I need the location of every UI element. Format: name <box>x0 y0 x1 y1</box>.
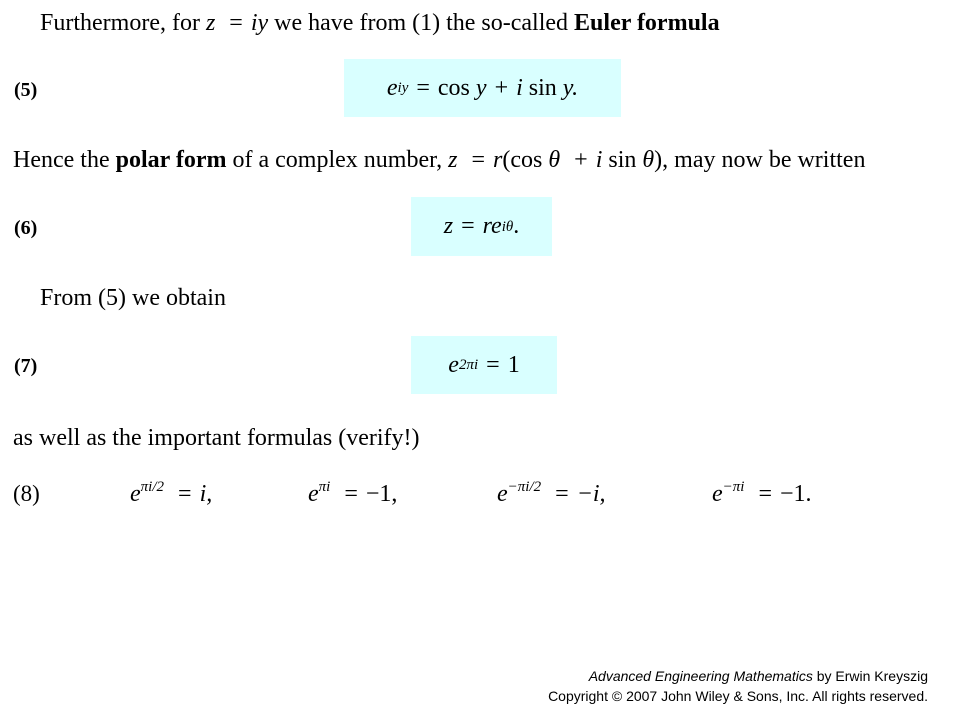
eq8-4-exp: −πi <box>722 479 745 495</box>
from5-line: From (5) we obtain <box>40 285 226 311</box>
eq8-3-eq: = <box>555 481 569 507</box>
eq8-formula-4 <box>712 479 812 507</box>
eq8-1-eq: = <box>178 481 192 507</box>
polar-z: z <box>448 147 458 173</box>
intro-line <box>40 11 720 35</box>
polar-after: ), may now be written <box>654 147 866 173</box>
eq8-3-rhs: −i, <box>576 481 606 507</box>
eq6-box: z = re iθ . <box>411 197 552 256</box>
eq8-4-rhs: −1. <box>780 481 812 507</box>
intro-term: Euler formula <box>574 10 720 36</box>
eq8-1-e: e <box>130 481 141 507</box>
footer-attribution <box>589 669 928 683</box>
eq6-dot: . <box>513 213 520 239</box>
eq8-formula-1 <box>130 479 213 507</box>
intro-eq: = <box>229 10 243 36</box>
eq5-sin: sin <box>528 74 557 101</box>
polar-plus: + <box>574 147 588 173</box>
eq8-1-rhs: i, <box>199 481 213 507</box>
polar-eq: = <box>471 147 486 173</box>
polar-theta1: θ <box>548 147 561 173</box>
polar-before: Hence the <box>13 147 110 173</box>
polar-middle: of a complex number, <box>232 147 443 173</box>
aswell-line: as well as the important formulas (verify!) <box>13 425 420 451</box>
eq8-formula-3 <box>497 479 606 507</box>
intro-before: Furthermore, for <box>40 10 200 36</box>
eq8-2-rhs: −1, <box>365 481 398 507</box>
eq6-z: z <box>443 213 454 239</box>
polar-i: i <box>595 147 603 173</box>
footer-copyright: Copyright © 2007 John Wiley & Sons, Inc. All rights reserved. <box>548 688 928 704</box>
eq5-e: e <box>386 74 398 101</box>
eq7-rhs: 1 <box>507 351 520 378</box>
footer-author: by Erwin Kreyszig <box>812 668 928 684</box>
eq5-eq: = <box>416 74 430 101</box>
eq6-label: (6) <box>14 217 38 239</box>
polar-paren-open: (cos <box>502 147 543 173</box>
eq8-label: (8) <box>13 481 40 506</box>
eq5-y1: y <box>475 74 487 101</box>
eq5-i: i <box>516 74 523 101</box>
intro-z: z <box>205 10 216 36</box>
eq7-eq: = <box>486 351 500 378</box>
eq8-3-e: e <box>497 481 508 507</box>
eq5-label: (5) <box>14 79 38 101</box>
polar-theta2: θ <box>642 147 655 173</box>
footer-book: Advanced Engineering Mathematics <box>588 668 813 684</box>
eq7-e: e <box>448 351 459 378</box>
eq5-y2: y. <box>562 74 579 101</box>
eq8-4-e: e <box>712 481 723 507</box>
intro-iy: iy <box>250 10 269 36</box>
eq6-eq: = <box>461 213 475 239</box>
eq8-1-exp: πi/2 <box>140 479 165 495</box>
eq8-2-exp: πi <box>318 479 331 495</box>
eq7-label: (7) <box>14 355 38 377</box>
polar-term: polar form <box>115 147 227 173</box>
eq5-plus: + <box>494 74 509 101</box>
eq6-re: re <box>482 213 502 239</box>
polar-line <box>13 148 865 172</box>
eq8-4-eq: = <box>758 481 773 507</box>
eq8-2-e: e <box>308 481 319 507</box>
eq5-box: e iy = cos y + i sin y. <box>344 59 621 117</box>
eq8-2-eq: = <box>344 481 358 507</box>
eq8-3-exp: −πi/2 <box>507 479 542 495</box>
eq5-cos: cos <box>437 74 470 101</box>
eq7-box: e 2πi = 1 <box>411 336 557 394</box>
eq8-formula-2 <box>308 479 398 507</box>
polar-sin: sin <box>608 147 637 173</box>
polar-r: r <box>493 147 503 173</box>
intro-middle: we have from (1) the so-called <box>274 10 569 36</box>
